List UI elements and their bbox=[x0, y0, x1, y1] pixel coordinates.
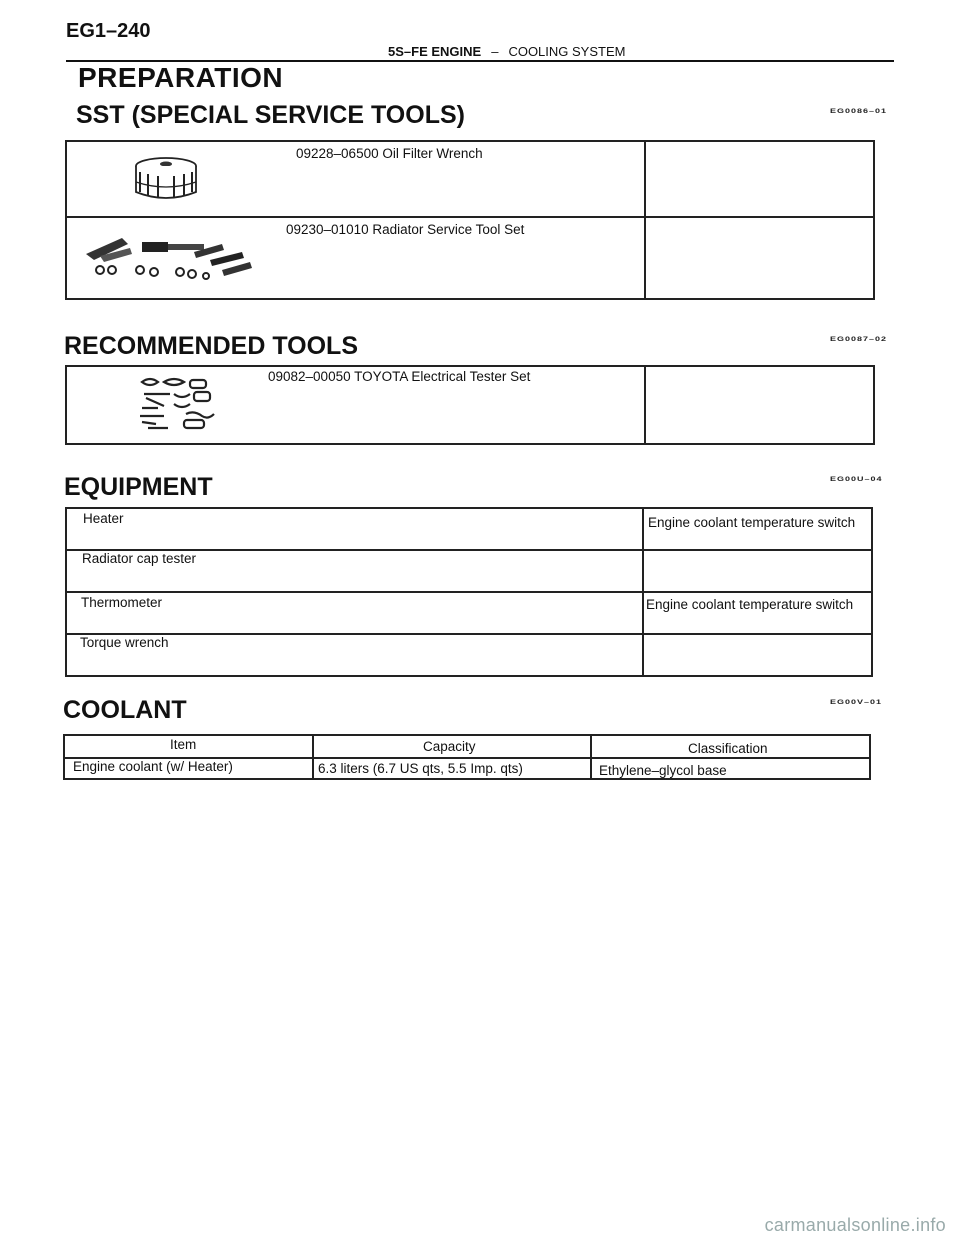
coolant-item-value: Engine coolant (w/ Heater) bbox=[73, 759, 233, 774]
page-title: PREPARATION bbox=[78, 62, 284, 93]
sst-figure-code: EG0086–01 bbox=[830, 107, 888, 115]
equipment-item-heater: Heater bbox=[83, 511, 124, 526]
sst-heading: SST (SPECIAL SERVICE TOOLS) bbox=[76, 101, 465, 129]
header-subsection: COOLING SYSTEM bbox=[508, 44, 626, 59]
recommended-figure-code: EG0087–02 bbox=[830, 335, 888, 343]
coolant-column-divider-2 bbox=[590, 734, 592, 780]
oil-filter-wrench-icon bbox=[126, 152, 206, 208]
sst-row-divider bbox=[65, 216, 875, 218]
coolant-classification-value: Ethylene–glycol base bbox=[599, 763, 727, 778]
equipment-item-thermometer: Thermometer bbox=[81, 595, 163, 610]
coolant-figure-code: EG00V–01 bbox=[830, 698, 883, 706]
coolant-column-item: Item bbox=[170, 737, 197, 752]
recommended-tools-heading: RECOMMENDED TOOLS bbox=[64, 332, 358, 360]
equipment-row-divider-2 bbox=[65, 591, 873, 593]
recommended-column-divider bbox=[644, 365, 646, 445]
watermark: carmanualsonline.info bbox=[764, 1215, 946, 1235]
electrical-tester-set-icon bbox=[134, 376, 232, 434]
running-header bbox=[388, 44, 625, 59]
header-section: 5S–FE ENGINE bbox=[388, 44, 482, 59]
sst-tool-label-1: 09228–06500 Oil Filter Wrench bbox=[296, 146, 483, 161]
equipment-figure-code: EG00U–04 bbox=[830, 475, 883, 483]
header-separator: – bbox=[491, 44, 499, 59]
equipment-column-divider bbox=[642, 507, 644, 677]
equipment-row-divider-3 bbox=[65, 633, 873, 635]
sst-column-divider bbox=[644, 140, 646, 300]
sst-tool-label-2: 09230–01010 Radiator Service Tool Set bbox=[286, 222, 525, 237]
coolant-column-capacity: Capacity bbox=[423, 739, 476, 754]
coolant-capacity-value: 6.3 liters (6.7 US qts, 5.5 Imp. qts) bbox=[318, 761, 523, 776]
coolant-column-classification: Classification bbox=[688, 741, 768, 756]
equipment-heading: EQUIPMENT bbox=[64, 473, 213, 501]
equipment-note-thermometer: Engine coolant temperature switch bbox=[646, 597, 854, 612]
coolant-heading: COOLANT bbox=[63, 696, 187, 724]
equipment-item-torque-wrench: Torque wrench bbox=[80, 635, 169, 650]
recommended-tool-label-1: 09082–00050 TOYOTA Electrical Tester Set bbox=[268, 369, 531, 384]
radiator-service-tool-set-icon bbox=[82, 226, 260, 286]
equipment-item-radiator-cap-tester: Radiator cap tester bbox=[82, 551, 197, 566]
page-number: EG1–240 bbox=[66, 20, 151, 42]
equipment-note-heater: Engine coolant temperature switch bbox=[648, 515, 856, 530]
coolant-column-divider-1 bbox=[312, 734, 314, 780]
